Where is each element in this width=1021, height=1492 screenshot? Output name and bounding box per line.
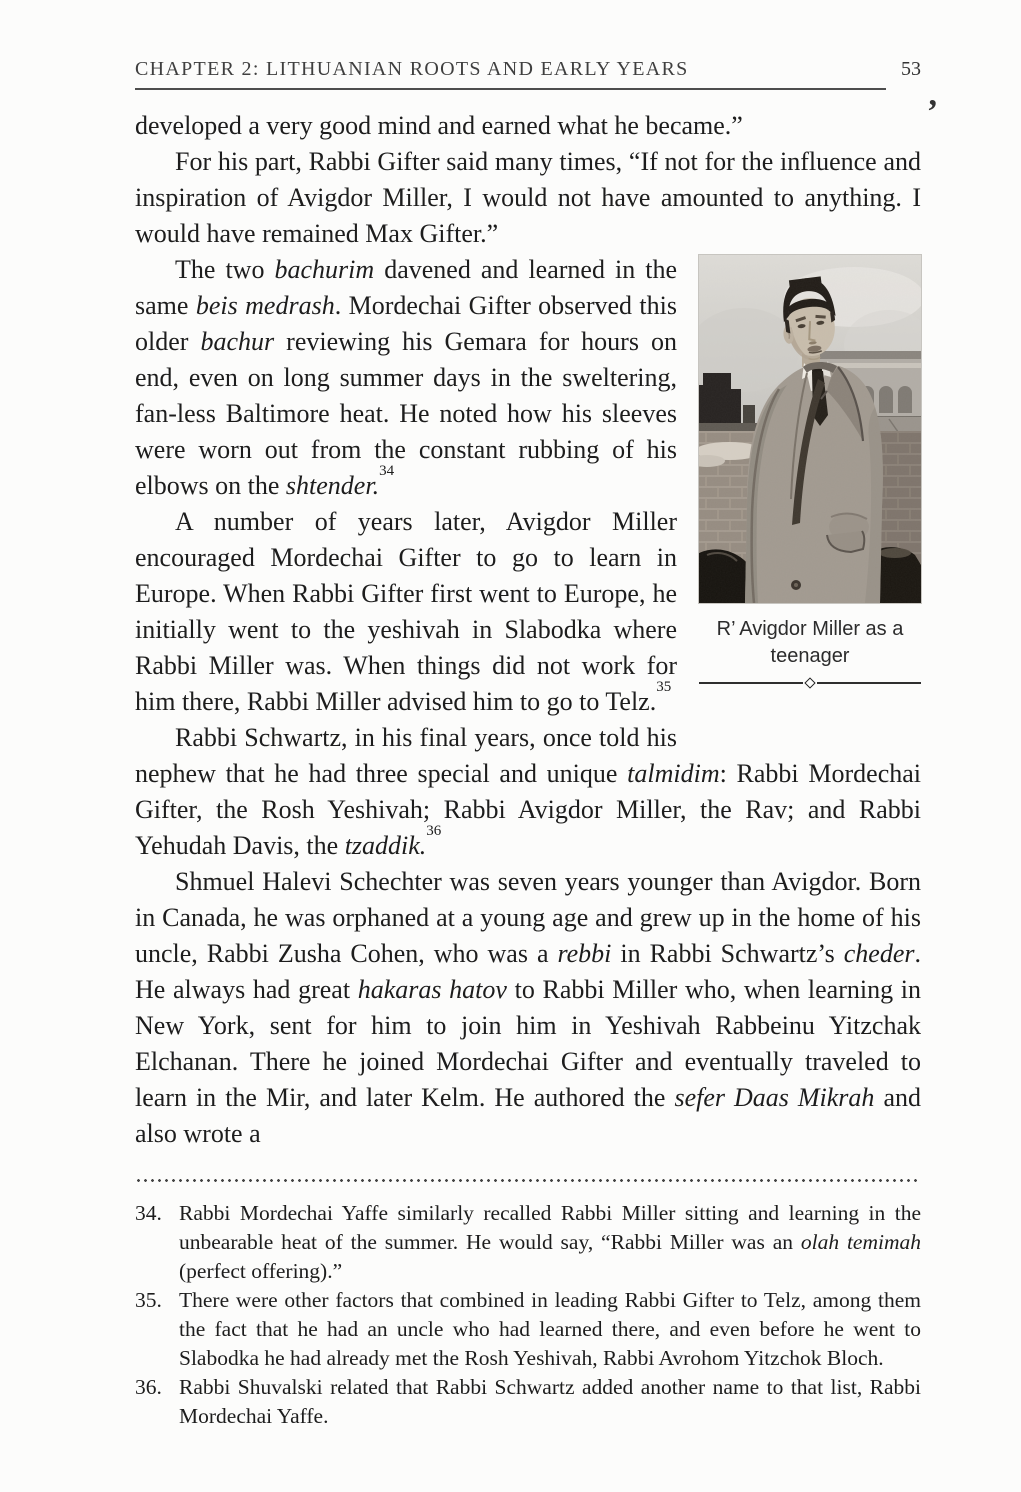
italic-term: talmidim: [627, 759, 720, 788]
divider-line: [817, 682, 921, 684]
text-segment: . Mordechai Gifter observed this older: [135, 291, 678, 356]
body-text: [135, 108, 921, 1152]
text-segment: For his part, Rabbi Gifter said many times, “If not for the influence and inspiration of Avigdor Miller, I would not have amounted to anything. I would have remained Max Gifter.”: [135, 147, 921, 248]
italic-term: shtender.: [285, 471, 380, 500]
text-segment: Rabbi Mordechai Yaffe similarly recalled Rabbi Miller sitting and learning in the unbearable heat of the summer. He would say, “Rabbi Miller was an: [179, 1201, 921, 1254]
italic-term: bachur: [200, 327, 275, 356]
comma-ornament-icon: ,: [928, 76, 937, 113]
page-number: 53: [901, 58, 921, 80]
italic-term: rebbi: [557, 939, 612, 968]
paragraph: [135, 144, 921, 252]
text-segment: . He always had great: [135, 939, 921, 1004]
portrait-photo: [699, 255, 921, 603]
footnote-item: [135, 1373, 921, 1431]
footnote-text: [179, 1201, 921, 1283]
paragraph: [135, 720, 921, 864]
footnotes-list: [135, 1199, 921, 1431]
text-segment: A number of years later, Avigdor Miller encouraged Mordechai Gifter to go to learn in Europe. When Rabbi Gifter first went to Europe, he initially went to the yeshivah in Slabodka where Rabbi Miller was. When things did not work for him there, Rabbi Miller advised him to go to Telz.: [135, 507, 677, 716]
footnote-text: [179, 1288, 921, 1370]
footnote-text: [179, 1375, 921, 1428]
paragraph: [135, 108, 921, 144]
text-segment: The two: [175, 255, 275, 284]
header-rule: [135, 88, 886, 90]
italic-term: olah temimah: [800, 1230, 921, 1254]
footnote-number: 34.: [135, 1201, 162, 1225]
footnote-number: 35.: [135, 1288, 162, 1312]
text-segment: (perfect offering).”: [179, 1259, 343, 1283]
footnote-separator: [135, 1178, 921, 1183]
running-header: [135, 58, 937, 113]
paragraph: [135, 864, 921, 1152]
chapter-title: CHAPTER 2: LITHUANIAN ROOTS AND EARLY YEARS: [135, 58, 689, 80]
diamond-ornament-icon: [804, 677, 815, 688]
footnote-ref: 35: [656, 679, 672, 696]
text-segment: Shmuel Halevi Schechter was seven years younger than Avigdor. Born in Canada, he was orphaned at a young age and grew up in the home of his uncle, Rabbi Zusha Cohen, who was a: [135, 867, 921, 968]
text-segment: and also wrote a: [135, 1083, 921, 1148]
text-segment: There were other factors that combined in leading Rabbi Gifter to Telz, among them the fact that he had an uncle who had learned there, and even before he went to Slabodka he had already met the Rosh Yeshivah, Rabbi Avrohom Yitzchok Bloch.: [179, 1288, 921, 1370]
text-segment: Rabbi Shuvalski related that Rabbi Schwartz added another name to that list, Rabbi Mordechai Yaffe.: [179, 1375, 921, 1428]
text-segment: to Rabbi Miller who, when learning in New York, sent for him to join him in Yeshivah Rabbeinu Yitzchak Elchanan. There he joined Mordechai Gifter and eventually traveled to learn in the Mir, and later Kelm. He authored the: [135, 975, 921, 1112]
figure-divider: [699, 679, 921, 687]
italic-term: cheder: [843, 939, 915, 968]
page-content: [135, 58, 937, 1431]
footnote-number: 36.: [135, 1375, 162, 1399]
footnote-ref: 34: [379, 463, 395, 480]
figure-caption: R’ Avigdor Miller as a teenager: [716, 618, 904, 667]
text-segment: davened and learned in the same: [135, 255, 677, 320]
italic-term: hakaras hatov: [357, 975, 507, 1004]
footnotes-section: [135, 1178, 921, 1431]
footnote-ref: 36: [426, 823, 442, 840]
text-segment: in Rabbi Schwartz’s: [611, 939, 844, 968]
divider-line: [699, 682, 803, 684]
text-segment: reviewing his Gemara for hours on end, even on long summer days in the sweltering, fan-less Baltimore heat. He noted how his sleeves were worn out from the constant rubbing of his elbows on the: [135, 327, 677, 500]
italic-term: tzaddik.: [344, 831, 427, 860]
text-segment: Rabbi Schwartz, in his final years, once told his nephew that he had three special and unique: [135, 723, 677, 788]
footnote-item: [135, 1286, 921, 1373]
figure-avigdor-miller: [699, 255, 921, 687]
italic-term: bachurim: [274, 255, 375, 284]
italic-term: beis medrash: [195, 291, 335, 320]
text-segment: developed a very good mind and earned what he became.”: [135, 111, 743, 140]
italic-term: sefer Daas Mikrah: [674, 1083, 875, 1112]
footnote-item: [135, 1199, 921, 1286]
text-segment: : Rabbi Mordechai Gifter, the Rosh Yeshivah; Rabbi Avigdor Miller, the Rav; and Rabbi Yehudah Davis, the: [135, 759, 922, 860]
